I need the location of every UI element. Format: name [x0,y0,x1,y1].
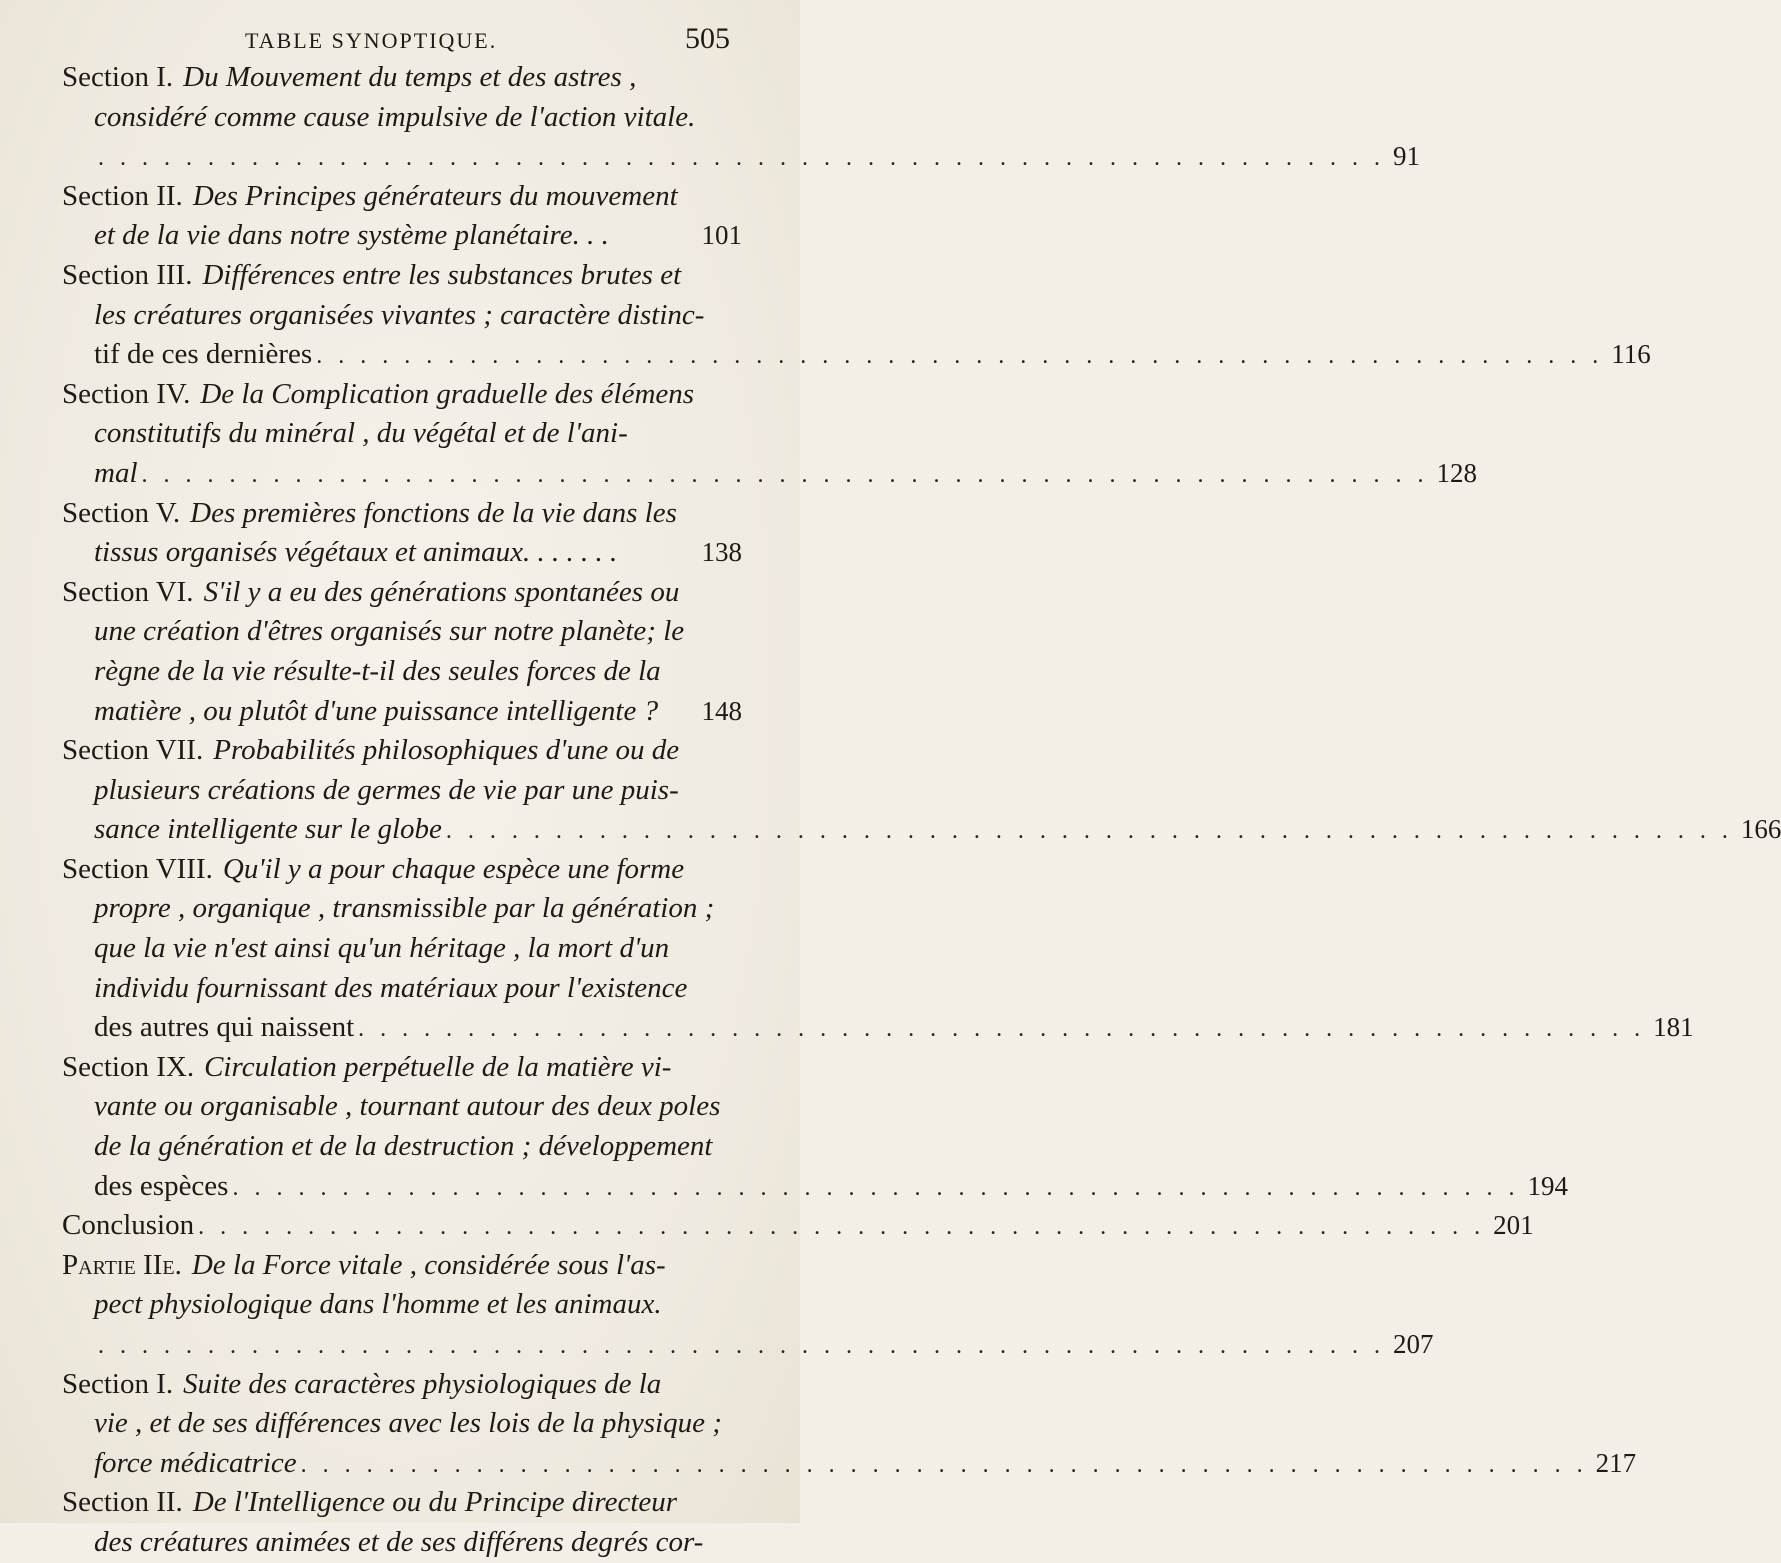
toc-line [62,1127,742,1167]
entry-text: règne de la vie résulte-t-il des seules forces de la [94,654,661,687]
entry-text: Différences entre les substances brutes et [202,258,682,291]
toc-line [62,1008,1694,1048]
entry-text: S'il y a eu des générations spontanées ou [203,575,680,608]
toc-line [62,256,742,296]
dot-leader: . . . . . . . . . . . . . . . . . . . . . . . . . . . . . . . . . . . . . . . . . . . . . . . . . . . . . . . . . . . [358,1016,1646,1043]
entry-heading: Partie IIe. [62,1248,182,1281]
entry-text: mal [94,456,138,489]
entry-heading: Section I. [62,61,174,93]
entry-text: vie , et de ses différences avec les lois de la physique ; [94,1407,722,1440]
entry-page-number: 116 [1611,339,1651,370]
entry-page-number: 217 [1595,1447,1637,1478]
entry-page-number: 138 [701,537,742,568]
entry-text: Des premières fonctions de la vie dans les [190,496,677,529]
entry-text: des autres qui naissent [94,1011,355,1044]
entry-text: force médicatrice [94,1446,297,1479]
toc-line [62,692,742,732]
dot-leader: . . . . . . . . . . . . . . . . . . . . . . . . . . . . . . . . . . . . . . . . . . . . . . . . . . . . . . . . . . . [232,1174,1520,1201]
entry-text: De la Complication graduelle des élémens [200,377,695,410]
entry-text: considéré comme cause impulsive de l'action vitale. [94,100,696,133]
entry-text: Qu'il y a pour chaque espèce une forme [222,852,685,885]
entry-text: tif de ces dernières [94,338,313,371]
toc-line [62,731,742,771]
dot-leader: . . . . . . . . . . . . . . . . . . . . . . . . . . . . . . . . . . . . . . . . . . . . . . . . . . . . . . . . . . . [98,145,1385,172]
page-number: 505 [685,22,730,55]
entry-page-number: 91 [1393,141,1420,172]
entry-text: De la Force vitale , considérée sous l'as- [191,1248,666,1281]
entry-text: tissus organisés végétaux et animaux. . . . . . . [94,536,618,569]
toc-line [62,1365,742,1405]
toc-line [62,58,742,98]
entry-text: Probabilités philosophiques d'une ou de [213,734,680,767]
toc-line [62,612,742,652]
toc-line [62,929,742,969]
entry-text: constitutifs du minéral , du végétal et de l'ani- [94,417,628,450]
toc-line [62,1206,1534,1246]
page-header [60,18,740,58]
entry-text: Des Principes générateurs du mouvement [192,179,678,212]
toc-line [62,177,742,217]
toc-line [62,1404,742,1444]
entry-text: individu fournissant des matériaux pour l'existence [94,971,688,1004]
entry-heading: Section I. [62,1367,174,1400]
entry-text: Circulation perpétuelle de la matière vi- [204,1050,672,1083]
toc-line [62,1483,742,1523]
toc-line [62,335,1651,375]
toc-line [62,771,742,811]
dot-leader: . . . . . . . . . . . . . . . . . . . . . . . . . . . . . . . . . . . . . . . . . . . . . . . . . . . . . . . . . . . [445,818,1733,845]
dot-leader: . . . . . . . . . . . . . . . . . . . . . . . . . . . . . . . . . . . . . . . . . . . . . . . . . . . . . . . . . . . [141,461,1429,488]
toc-line [62,1285,742,1325]
entry-text: Du Mouvement du temps et des astres , [183,61,637,93]
toc-line [62,889,742,929]
toc-line [62,216,742,256]
entry-text: sance intelligente sur le globe [94,813,442,846]
toc-line [62,454,1477,494]
dot-leader: . . . . . . . . . . . . . . . . . . . . . . . . . . . . . . . . . . . . . . . . . . . . . . . . . . . . . . . . . . . [198,1214,1486,1241]
dot-leader: . . . . . . . . . . . . . . . . . . . . . . . . . . . . . . . . . . . . . . . . . . . . . . . . . . . . . . . . . . . [98,1333,1385,1359]
toc-line [62,494,742,534]
toc-line [62,1167,1568,1207]
dot-leader: . . . . . . . . . . . . . . . . . . . . . . . . . . . . . . . . . . . . . . . . . . . . . . . . . . . . . . . . . . . [300,1451,1588,1478]
entry-page-number: 166 [1740,814,1781,845]
toc-line [62,850,742,890]
entry-text: que la vie n'est ainsi qu'un héritage , la mort d'un [94,932,670,965]
entry-text: plusieurs créations de germes de vie par une puis- [94,773,679,806]
entry-heading: Section IX. [62,1050,195,1083]
entry-text: De l'Intelligence ou du Principe directeur [192,1486,678,1519]
entry-heading: Section VIII. [62,852,213,885]
toc-line [62,969,742,1009]
toc-line [62,573,742,613]
entry-text: des créatures animées et de ses différens degrés cor- [94,1525,704,1558]
entry-text: Suite des caractères physiologiques de la [183,1367,662,1400]
entry-heading: Section II. [62,1486,183,1519]
toc-line [62,533,742,573]
entry-page-number: 201 [1493,1210,1534,1241]
entry-heading: Section V. [62,496,181,529]
entry-heading: Section IV. [62,377,191,410]
toc-line [62,652,742,692]
entry-page-number: 101 [701,220,742,251]
toc-line [62,1444,1637,1484]
toc-line [62,1325,1434,1365]
entry-page-number: 194 [1527,1170,1568,1201]
toc-line [62,414,742,454]
toc-line [62,296,742,336]
entry-page-number: 207 [1393,1329,1434,1359]
toc-line [62,1087,742,1127]
toc-line [62,137,1420,177]
entry-text: pect physiologique dans l'homme et les animaux. [94,1288,662,1321]
entry-heading: Section VII. [62,734,204,767]
dot-leader: . . . . . . . . . . . . . . . . . . . . . . . . . . . . . . . . . . . . . . . . . . . . . . . . . . . . . . . . . . . [316,343,1604,370]
entry-text: matière , ou plutôt d'une puissance intelligente ? [94,694,659,727]
toc-line [62,1246,742,1286]
entry-heading: Section VI. [62,575,194,608]
entry-text: des espèces [94,1169,229,1202]
entry-text: propre , organique , transmissible par la génération ; [94,892,715,925]
entry-page-number: 181 [1653,1012,1694,1043]
entry-page-number: 128 [1436,457,1477,488]
toc-line [62,810,1781,850]
table-of-contents [62,58,1781,1563]
entry-heading: Conclusion [62,1209,195,1242]
toc-line [62,98,742,138]
toc-line [62,1048,742,1088]
toc-line [62,1523,742,1563]
entry-text: une création d'êtres organisés sur notre planète; le [94,615,685,648]
running-title: TABLE SYNOPTIQUE. [245,28,498,53]
entry-page-number: 148 [701,695,742,726]
entry-text: et de la vie dans notre système planétaire. . . [94,219,609,252]
toc-line [62,375,742,415]
entry-text: de la génération et de la destruction ; développement [94,1130,713,1163]
entry-text: les créatures organisées vivantes ; caractère distinc- [94,298,705,331]
entry-heading: Section II. [62,179,183,212]
entry-text: vante ou organisable , tournant autour des deux poles [94,1090,721,1123]
entry-heading: Section III. [62,258,193,291]
